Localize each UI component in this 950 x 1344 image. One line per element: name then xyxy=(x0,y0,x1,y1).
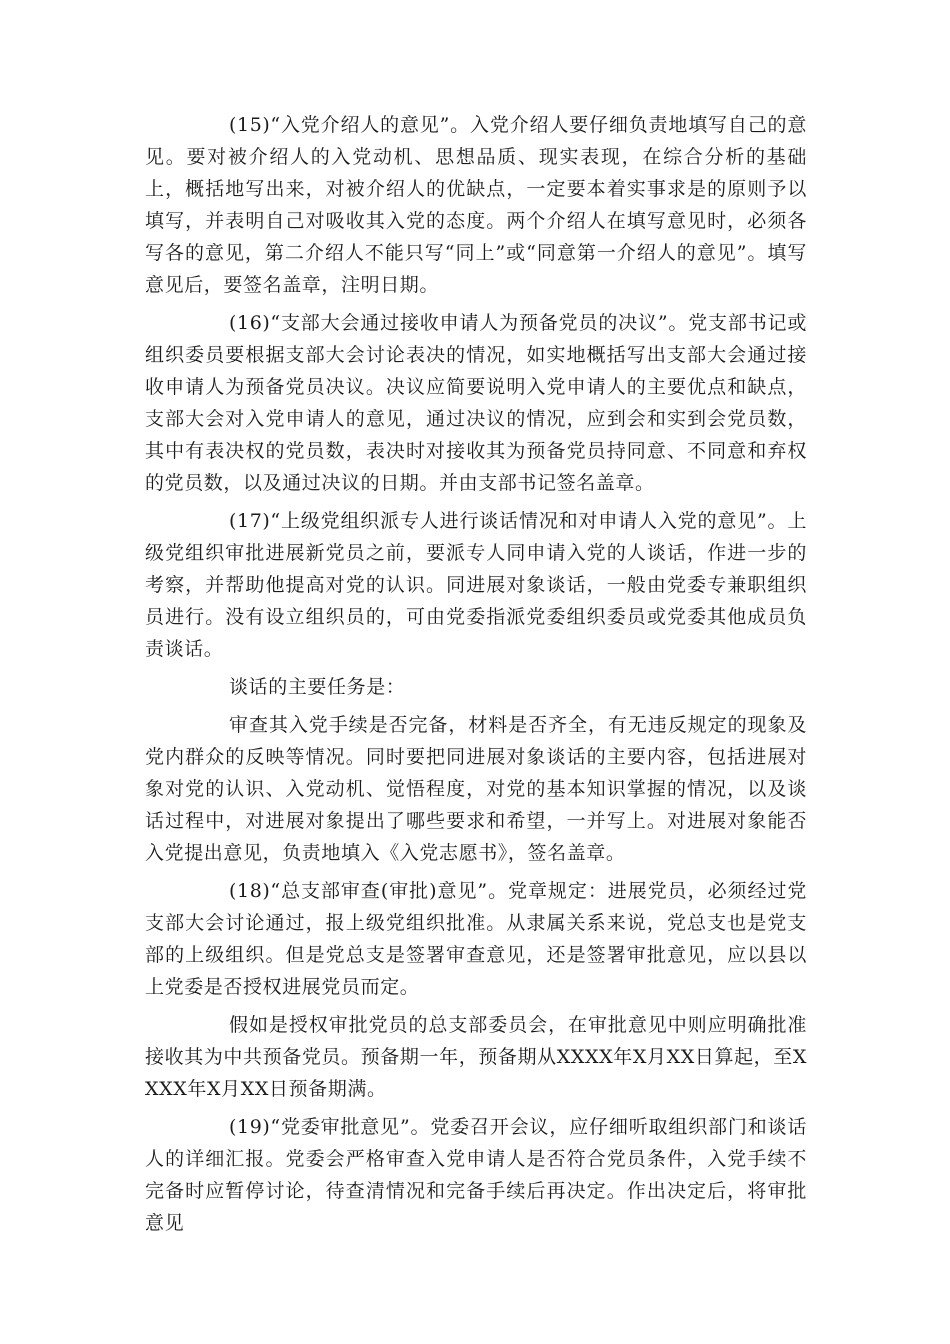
paragraph-17-higher-org-interview: (17)“上级党组织派专人进行谈话情况和对申请人入党的意见”。上级党组织审批进展新党员之前，要派专人同申请入党的人谈话，作进一步的考察，并帮助他提高对党的认识。同进展对象谈话，一般由党委专兼职组织员进行。没有设立组织员的，可由党委指派党委组织委员或党委其他成员负责谈话。 xyxy=(145,510,807,660)
paragraph-authorized-approval: 假如是授权审批党员的总支部委员会，在审批意见中则应明确批准接收其为中共预备党员。预备期一年，预备期从XXXX年X月XX日算起，至XXXX年X月XX日预备期满。 xyxy=(145,1014,807,1100)
paragraph-interview-tasks-heading: 谈话的主要任务是： xyxy=(229,676,406,698)
document-body xyxy=(145,109,807,1245)
paragraph-15-introducer-opinion: (15)“入党介绍人的意见”。入党介绍人要仔细负责地填写自己的意见。要对被介绍人的入党动机、思想品质、现实表现，在综合分析的基础上，概括地写出来，对被介绍人的优缺点，一定要本着实事求是的原则予以填写，并表明自己对吸收其入党的态度。两个介绍人在填写意见时，必须各写各的意见，第二介绍人不能只写“同上”或“同意第一介绍人的意见”。填写意见后，要签名盖章，注明日期。 xyxy=(145,114,807,296)
paragraph-16-branch-resolution: (16)“支部大会通过接收申请人为预备党员的决议”。党支部书记或组织委员要根据支部大会讨论表决的情况，如实地概括写出支部大会通过接收申请人为预备党员决议。决议应简要说明入党申请人的主要优点和缺点，支部大会对入党申请人的意见，通过决议的情况，应到会和实到会党员数，其中有表决权的党员数，表决时对接收其为预备党员持同意、不同意和弃权的党员数，以及通过决议的日期。并由支部书记签名盖章。 xyxy=(145,312,807,494)
paragraph-19-committee-approval: (19)“党委审批意见”。党委召开会议，应仔细听取组织部门和谈话人的详细汇报。党委会严格审查入党申请人是否符合党员条件，入党手续不完备时应暂停讨论，待查清情况和完备手续后再决定。作出决定后，将审批意见 xyxy=(145,1116,807,1234)
paragraph-18-general-branch-review: (18)“总支部审查(审批)意见”。党章规定：进展党员，必须经过党支部大会讨论通过，报上级党组织批准。从隶属关系来说，党总支也是党支部的上级组织。但是党总支是签署审查意见，还是签署审批意见，应以县以上党委是否授权进展党员而定。 xyxy=(145,880,807,998)
paragraph-interview-tasks-detail: 审查其入党手续是否完备，材料是否齐全，有无违反规定的现象及党内群众的反映等情况。同时要把同进展对象谈话的主要内容，包括进展对象对党的认识、入党动机、觉悟程度，对党的基本知识掌握的情况，以及谈话过程中，对进展对象提出了哪些要求和希望，一并写上。对进展对象能否入党提出意见，负责地填入《入党志愿书》，签名盖章。 xyxy=(145,714,807,864)
